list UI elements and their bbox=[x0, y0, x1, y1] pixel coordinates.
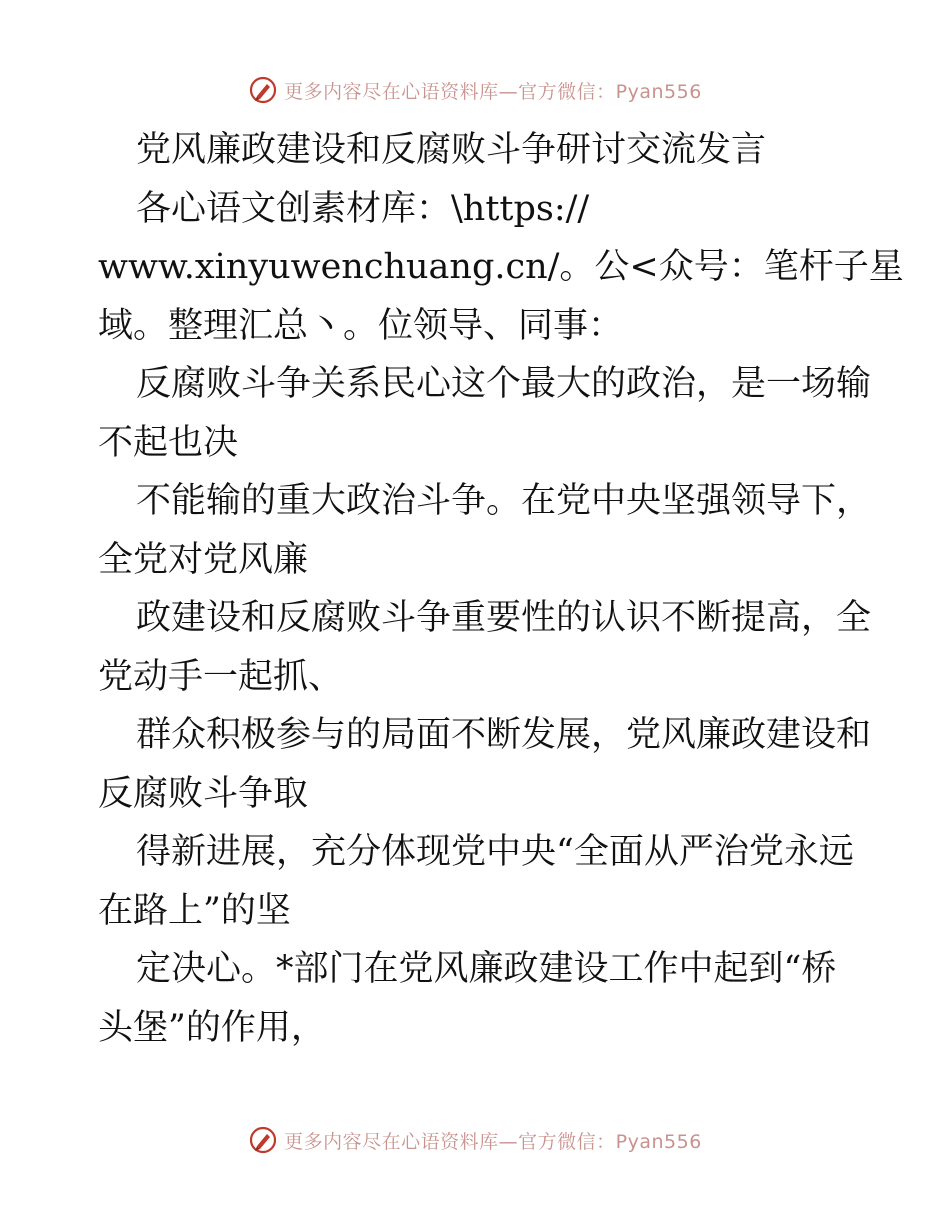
text-line: www.xinyuwenchuang.cn/。公<众号：笔杆子星 bbox=[98, 247, 904, 287]
text-line: 不能输的重大政治斗争。在党中央坚强领导下， bbox=[136, 481, 872, 521]
text-line: 得新进展，充分体现党中央“全面从严治党永远 bbox=[136, 832, 854, 872]
footer-watermark bbox=[0, 1120, 950, 1160]
text-line: 域。整理汇总丶。位领导、同事： bbox=[98, 305, 624, 346]
text-line: 政建设和反腐败斗争重要性的认识不断提高，全 bbox=[136, 598, 872, 638]
pen-logo-icon bbox=[248, 1125, 278, 1155]
text-line: 全党对党风廉 bbox=[98, 539, 309, 580]
text-line: 反腐败斗争取 bbox=[98, 773, 309, 814]
watermark-text: 更多内容尽在心语资料库—官方微信：Pyan556 bbox=[284, 1130, 702, 1153]
text-line: 头堡”的作用， bbox=[98, 1007, 326, 1048]
text-line: 反腐败斗争关系民心这个最大的政治，是一场输 bbox=[136, 364, 872, 404]
text-line: 不起也决 bbox=[98, 422, 239, 463]
header-watermark bbox=[0, 70, 950, 110]
text-line: 在路上”的坚 bbox=[98, 890, 291, 931]
text-line: 各心语文创素材库：\https:// bbox=[136, 188, 590, 229]
document-body bbox=[98, 121, 904, 1057]
document-title: 党风廉政建设和反腐败斗争研讨交流发言 bbox=[136, 130, 767, 170]
watermark-text: 更多内容尽在心语资料库—官方微信：Pyan556 bbox=[284, 80, 702, 103]
text-line: 定决心。*部门在党风廉政建设工作中起到“桥 bbox=[136, 949, 837, 989]
text-line: 群众积极参与的局面不断发展，党风廉政建设和 bbox=[136, 715, 872, 755]
text-line: 党动手一起抓、 bbox=[98, 656, 344, 697]
pen-logo-icon bbox=[248, 75, 278, 105]
